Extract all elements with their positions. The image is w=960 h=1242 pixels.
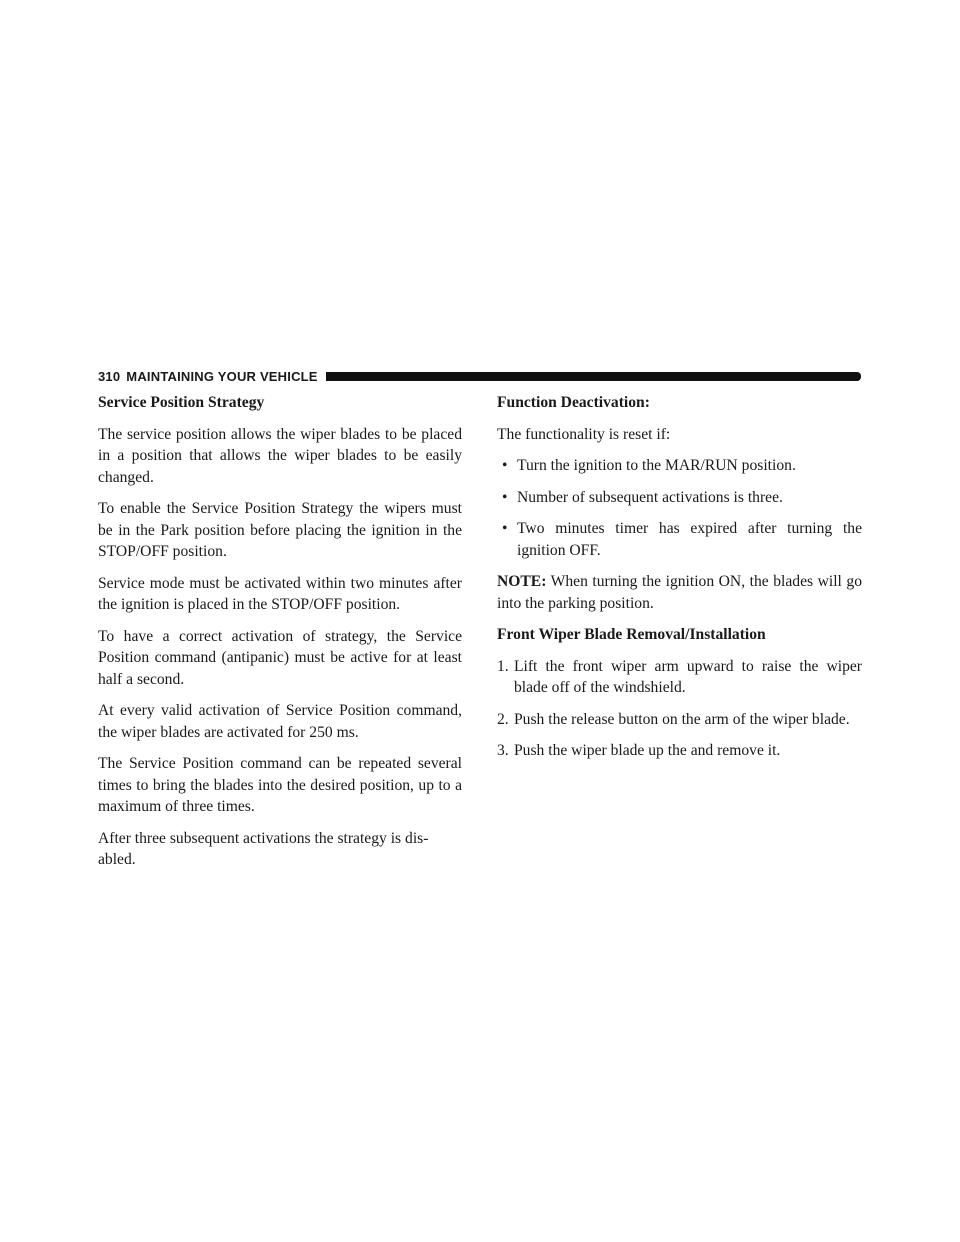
service-position-heading: Service Position Strategy (98, 394, 265, 411)
bullet-icon: • (502, 488, 508, 506)
section-title: MAINTAINING YOUR VEHICLE (126, 368, 318, 384)
step-number: 2. (497, 710, 509, 728)
header-rule (326, 372, 861, 381)
page-number: 310 (98, 368, 121, 384)
step-number: 3. (497, 742, 509, 759)
page-header (98, 365, 861, 387)
list-item (497, 455, 862, 477)
step-text: Push the wiper blade up the and remove it. (514, 742, 781, 759)
paragraph: Service mode must be activated within two minutes after the ignition is placed in the STOP/OFF position. (98, 574, 462, 613)
list-item (497, 487, 862, 509)
right-column (497, 392, 862, 772)
note-label: NOTE: (497, 573, 547, 590)
paragraph: After three subsequent activations the strategy is dis-abled. (98, 829, 429, 868)
list-item-text: Number of subsequent activations is three. (517, 488, 783, 506)
list-item (497, 518, 862, 561)
paragraph: To have a correct activation of strategy, the Service Position command (antipanic) must be active for at least half a second. (98, 627, 462, 688)
bullet-icon: • (502, 520, 508, 537)
step-item (497, 656, 862, 699)
function-deactivation-heading: Function Deactivation: (497, 394, 650, 411)
removal-steps (497, 656, 862, 762)
list-item-text: Turn the ignition to the MAR/RUN position. (517, 457, 796, 474)
paragraph: To enable the Service Position Strategy the wipers must be in the Park position before placing the ignition in the STOP/OFF position. (98, 500, 462, 560)
wiper-removal-heading: Front Wiper Blade Removal/Installation (497, 626, 766, 643)
step-text: Push the release button on the arm of the wiper blade. (514, 710, 850, 728)
bullet-icon: • (502, 457, 508, 474)
list-item-text: Two minutes timer has expired after turning the ignition OFF. (517, 520, 862, 559)
deactivation-list (497, 455, 862, 561)
step-item (497, 709, 862, 731)
step-item (497, 740, 862, 762)
paragraph: At every valid activation of Service Position command, the wiper blades are activated for 250 ms. (98, 702, 462, 741)
paragraph: The service position allows the wiper blades to be placed in a position that allows the wiper blades to be easily changed. (98, 425, 462, 486)
note (497, 571, 862, 614)
note-text: When turning the ignition ON, the blades will go into the parking position. (497, 573, 862, 612)
left-column (98, 392, 462, 881)
step-number: 1. (497, 657, 509, 675)
paragraph: The Service Position command can be repeated several times to bring the blades into the desired position, up to a maximum of three times. (98, 755, 462, 815)
paragraph: The functionality is reset if: (497, 425, 671, 443)
step-text: Lift the front wiper arm upward to raise the wiper blade off of the windshield. (514, 657, 862, 696)
